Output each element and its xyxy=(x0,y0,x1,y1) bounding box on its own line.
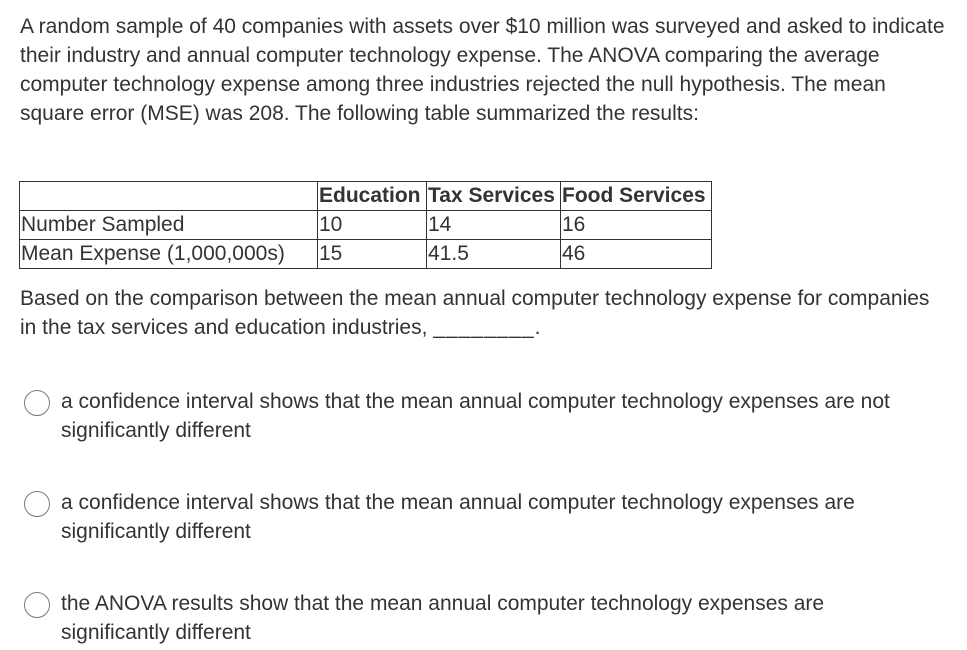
cell-food-services: 46 xyxy=(561,240,712,269)
option-label-c[interactable]: the ANOVA results show that the mean annual computer technology expenses are significantly different xyxy=(61,592,825,644)
table-row xyxy=(20,240,712,269)
cell-food-services: 16 xyxy=(561,211,712,240)
row-label: Number Sampled xyxy=(20,211,318,240)
table-header-cell xyxy=(20,182,318,211)
cell-education: 10 xyxy=(318,211,427,240)
table-header-tax-services: Tax Services xyxy=(427,182,561,211)
row-label: Mean Expense (1,000,000s) xyxy=(20,240,318,269)
table-header-food-services: Food Services xyxy=(561,182,712,211)
cell-education: 15 xyxy=(318,240,427,269)
option-label-a[interactable]: a confidence interval shows that the mean annual computer technology expenses are not significantly different xyxy=(61,390,890,442)
question-prompt xyxy=(20,284,950,342)
cell-tax-services: 14 xyxy=(427,211,561,240)
cell-tax-services: 41.5 xyxy=(427,240,561,269)
answer-option-c[interactable] xyxy=(24,589,924,647)
option-label-b[interactable]: a confidence interval shows that the mean annual computer technology expenses are significantly different xyxy=(61,491,855,543)
table-row xyxy=(20,211,712,240)
table-header-education: Education xyxy=(318,182,427,211)
prompt-text: Based on the comparison between the mean annual computer technology expense for companies in the tax services and education industries, xyxy=(20,287,930,339)
radio-button-b[interactable] xyxy=(24,491,50,517)
answer-option-b[interactable] xyxy=(24,488,924,546)
radio-button-c[interactable] xyxy=(24,592,50,618)
table-header-row xyxy=(20,182,712,211)
results-table xyxy=(19,181,712,269)
answer-blank: ________. xyxy=(433,316,542,339)
question-intro: A random sample of 40 companies with assets over $10 million was surveyed and asked to indicate their industry and annual computer technology expense. The ANOVA comparing the average computer technology expense among three industries rejected the null hypothesis. The mean square error (MSE) was 208. The following table summarized the results: xyxy=(20,15,945,125)
radio-button-a[interactable] xyxy=(24,390,50,416)
answer-option-a[interactable] xyxy=(24,387,924,445)
